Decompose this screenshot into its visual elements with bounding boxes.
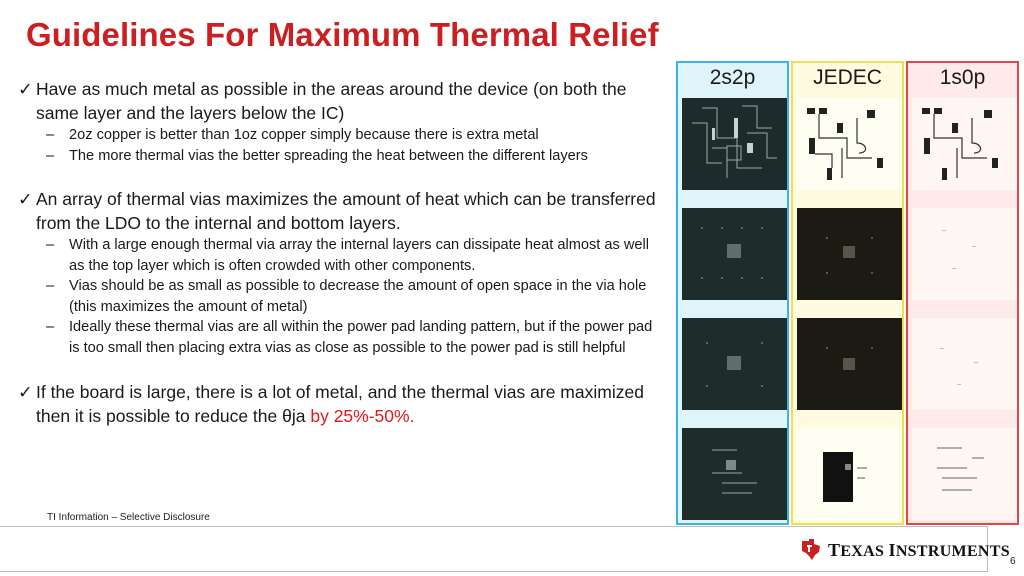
pcb-top-layout — [912, 98, 1017, 190]
checkmark-icon: ✓ — [18, 382, 33, 402]
bullet-3 — [18, 380, 658, 428]
column-1s0p — [906, 61, 1019, 525]
bullet-1-text: Have as much metal as possible in the areas around the device (on both the same layer and the layers below the IC) — [36, 79, 627, 123]
sub-bullet — [18, 125, 658, 146]
pcb-top-layout — [797, 98, 902, 190]
bullet-3-text: If the board is large, there is a lot of metal, and the thermal vias are maximized then it is possible to reduce the θja — [36, 382, 644, 426]
pcb-layer-inner-2 — [912, 318, 1017, 410]
footer-note: TI Information – Selective Disclosure — [47, 512, 210, 523]
pcb-inner1-layout — [682, 208, 787, 300]
column-label: 2s2p — [709, 66, 756, 89]
pcb-layer-bottom — [682, 428, 787, 520]
dash-icon: – — [46, 319, 55, 335]
pcb-layer-bottom — [912, 428, 1017, 520]
dash-icon: – — [46, 147, 55, 164]
pcb-inner2-layout — [797, 318, 902, 410]
pcb-bottom-layout — [797, 428, 902, 520]
column-2s2p — [676, 61, 789, 525]
brand-name — [0, 0, 1, 1]
highlight-text: by 25%-50%. — [310, 406, 415, 426]
dash-icon: – — [46, 127, 55, 143]
bullet-list — [18, 77, 658, 428]
sub-bullet — [18, 146, 658, 167]
pcb-bottom-layout — [682, 428, 787, 520]
pcb-layer-inner-2 — [682, 318, 787, 410]
pcb-layer-bottom — [797, 428, 902, 520]
ti-map-icon — [800, 538, 822, 562]
page-number: 6 — [1010, 556, 1016, 567]
pcb-layer-inner-1 — [682, 208, 787, 300]
bullet-2-text: An array of thermal vias maximizes the amount of heat which can be transferred from the LDO to the internal and bottom layers. — [36, 189, 656, 233]
pcb-inner1-layout — [912, 208, 1017, 300]
column-jedec — [791, 61, 904, 525]
bullet-2 — [18, 187, 658, 235]
slide-title: Guidelines For Maximum Thermal Relief — [26, 16, 659, 53]
sub-bullet — [18, 276, 658, 317]
sub-bullet — [18, 317, 658, 358]
sub-bullet-text: Ideally these thermal vias are all within the power pad landing pattern, but if the power pad is too small then placing extra vias as close as possible to the power pad is still helpful — [69, 319, 653, 356]
pcb-inner2-layout — [912, 318, 1017, 410]
checkmark-icon: ✓ — [18, 79, 33, 99]
pcb-layer-inner-2 — [797, 318, 902, 410]
pcb-layer-top — [797, 98, 902, 190]
checkmark-icon: ✓ — [18, 189, 33, 209]
column-label: 1s0p — [939, 66, 986, 89]
pcb-bottom-layout — [912, 428, 1017, 520]
pcb-layer-inner-1 — [797, 208, 902, 300]
dash-icon: – — [46, 278, 55, 294]
pcb-layer-inner-1 — [912, 208, 1017, 300]
column-label: JEDEC — [813, 66, 882, 89]
dash-icon: – — [46, 237, 55, 253]
texas-instruments-logo — [800, 538, 1010, 562]
sub-bullet-text: The more thermal vias the better spreading the heat between the different layers — [69, 147, 588, 164]
pcb-inner2-layout — [682, 318, 787, 410]
pcb-layer-top — [912, 98, 1017, 190]
sub-bullet-text: Vias should be as small as possible to decrease the amount of open space in the via hole (this maximizes the amount of metal) — [69, 278, 647, 315]
sub-bullet-text: 2oz copper is better than 1oz copper simply because there is extra metal — [69, 127, 539, 143]
pcb-inner1-layout — [797, 208, 902, 300]
ti-brand-text: TEXAS INSTRUMENTS — [828, 539, 1010, 560]
pcb-layer-top — [682, 98, 787, 190]
sub-bullet-text: With a large enough thermal via array the internal layers can dissipate heat almost as well as the top layer which is often crowded with other components. — [69, 237, 649, 274]
bullet-1 — [18, 77, 658, 125]
pcb-top-layout — [682, 98, 787, 190]
sub-bullet — [18, 235, 658, 276]
